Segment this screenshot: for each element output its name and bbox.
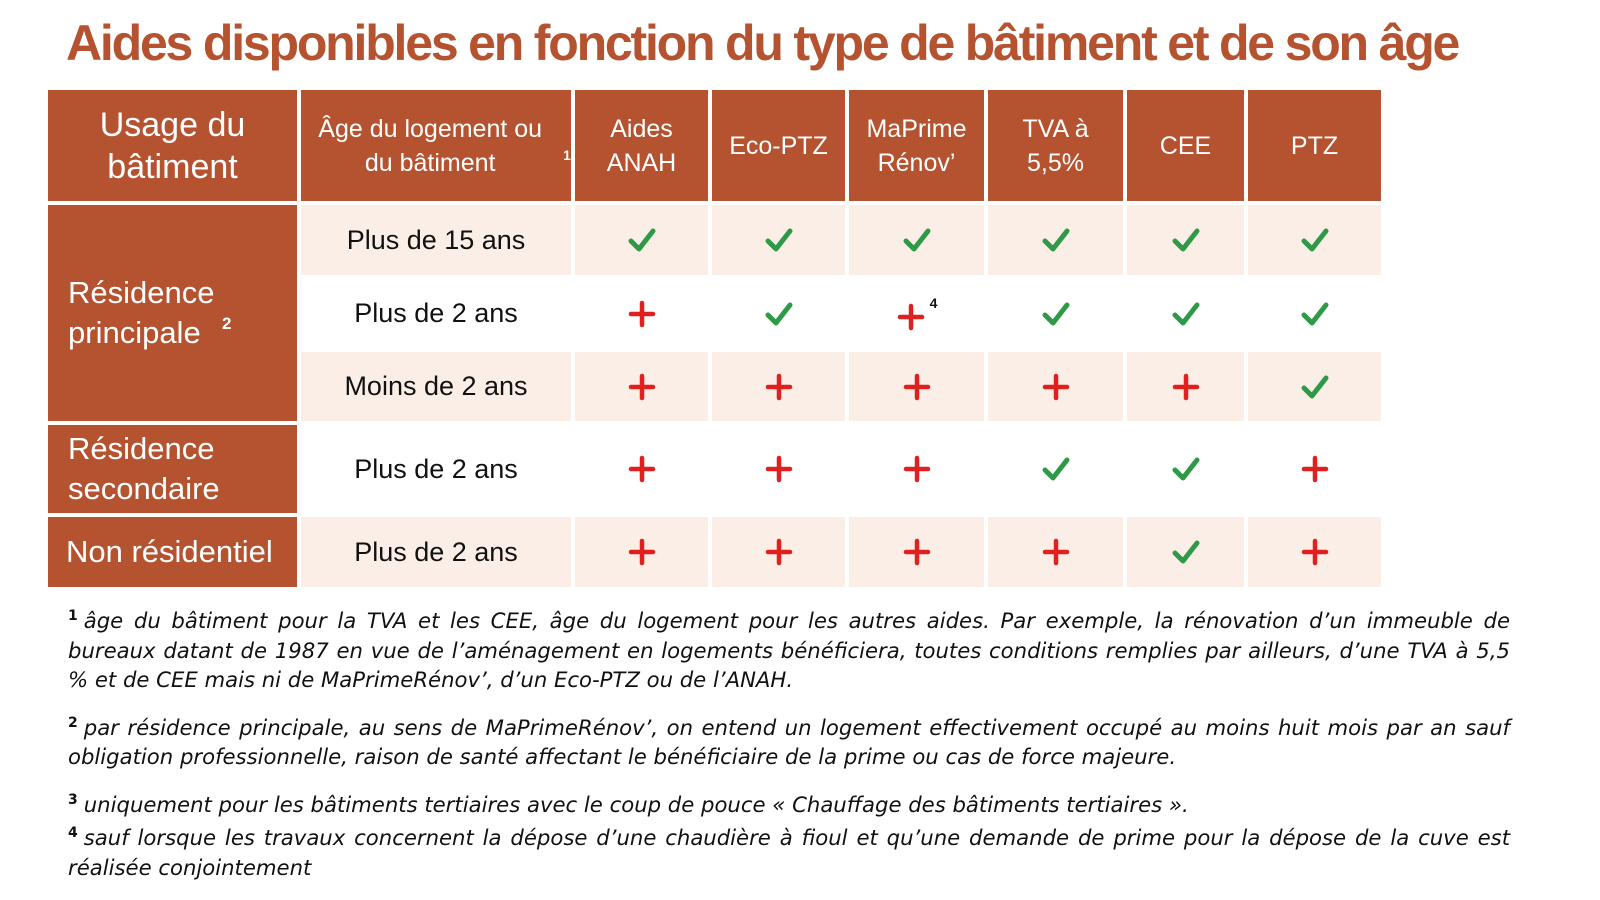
check-icon bbox=[1041, 299, 1071, 329]
check-icon bbox=[1300, 225, 1330, 255]
cell-ptz bbox=[1248, 279, 1381, 348]
header-tva bbox=[988, 90, 1123, 201]
footnotes bbox=[68, 602, 1510, 882]
cell-ecoptz bbox=[712, 279, 845, 348]
header-age bbox=[301, 90, 571, 201]
header-tva-label: TVA à 5,5% bbox=[1022, 114, 1089, 177]
plus-icon bbox=[1041, 372, 1071, 402]
cell-anah bbox=[575, 352, 708, 421]
footnote-ref-2: 2 bbox=[222, 314, 232, 334]
plus-icon bbox=[627, 454, 657, 484]
cell-maprime bbox=[849, 425, 984, 513]
cell-ecoptz bbox=[712, 352, 845, 421]
plus-icon bbox=[1300, 537, 1330, 567]
check-icon bbox=[1041, 225, 1071, 255]
header-maprime-label: MaPrime Rénov’ bbox=[866, 114, 967, 177]
footnote-3 bbox=[68, 786, 1510, 820]
cell-tva bbox=[988, 279, 1123, 348]
header-ptz bbox=[1248, 90, 1381, 201]
footnote-text: âge du bâtiment pour la TVA et les CEE, âge du logement pour les autres aides. Par exemple, la rénovation d’un immeuble de bureaux datant de 1987 en vue de l’aménagement en logements bénéficiera, toutes conditions remplies par ailleurs, d’une TVA à 5,5 % et de CEE mais ni de MaPrimeRénov’, d’un Eco-PTZ ou de l’ANAH. bbox=[68, 608, 1510, 692]
footnote-text: uniquement pour les bâtiments tertiaires avec le coup de pouce « Chauffage des bâtiments tertiaires ». bbox=[83, 791, 1189, 817]
plus-icon bbox=[902, 454, 932, 484]
header-anah bbox=[575, 90, 708, 201]
cell-ptz bbox=[1248, 205, 1381, 275]
check-icon bbox=[627, 225, 657, 255]
check-icon bbox=[1300, 299, 1330, 329]
header-age-label: Âge du logement ou du bâtiment bbox=[318, 114, 543, 177]
cell-cee bbox=[1127, 279, 1244, 348]
cell-ecoptz bbox=[712, 517, 845, 587]
cell-ecoptz bbox=[712, 205, 845, 275]
footnote-1 bbox=[68, 602, 1510, 695]
cell-anah bbox=[575, 425, 708, 513]
plus-icon bbox=[1041, 537, 1071, 567]
check-icon bbox=[1171, 537, 1201, 567]
table-row bbox=[48, 425, 1381, 513]
plus-icon bbox=[896, 302, 926, 332]
usage-non-residentiel: Non résidentiel bbox=[48, 517, 297, 587]
cell-cee bbox=[1127, 517, 1244, 587]
cell-maprime bbox=[849, 279, 984, 348]
age-cell: Plus de 2 ans bbox=[301, 517, 571, 587]
check-icon bbox=[764, 225, 794, 255]
cell-cee bbox=[1127, 352, 1244, 421]
header-ecoptz-label: Eco-PTZ bbox=[729, 131, 828, 160]
cell-maprime bbox=[849, 205, 984, 275]
check-icon bbox=[902, 225, 932, 255]
usage-residence-principale bbox=[48, 205, 297, 421]
age-cell: Plus de 15 ans bbox=[301, 205, 571, 275]
cell-tva bbox=[988, 352, 1123, 421]
footnote-2 bbox=[68, 709, 1510, 772]
page-title: Aides disponibles en fonction du type de bâtiment et de son âge bbox=[66, 15, 1459, 71]
header-cee-label: CEE bbox=[1159, 131, 1212, 160]
header-maprime bbox=[849, 90, 984, 201]
check-icon bbox=[1171, 454, 1201, 484]
plus-icon bbox=[902, 372, 932, 402]
table-row bbox=[48, 517, 1381, 587]
cell-ptz bbox=[1248, 517, 1381, 587]
header-ecoptz bbox=[712, 90, 845, 201]
cell-maprime bbox=[849, 517, 984, 587]
footnote-ref-4: 4 bbox=[929, 294, 938, 311]
usage-residence-secondaire bbox=[48, 425, 297, 513]
plus-icon bbox=[902, 537, 932, 567]
age-cell: Plus de 2 ans bbox=[301, 279, 571, 348]
cell-anah bbox=[575, 517, 708, 587]
cell-cee bbox=[1127, 205, 1244, 275]
cell-ptz bbox=[1248, 352, 1381, 421]
cell-ptz bbox=[1248, 425, 1381, 513]
cell-maprime bbox=[849, 352, 984, 421]
header-cee bbox=[1127, 90, 1244, 201]
footnote-ref-1: 1 bbox=[563, 147, 571, 163]
cell-cee bbox=[1127, 425, 1244, 513]
header-usage bbox=[48, 90, 297, 201]
plus-icon bbox=[627, 372, 657, 402]
plus-icon bbox=[627, 537, 657, 567]
table-row bbox=[48, 205, 1381, 275]
usage-label: Résidence secondaire bbox=[68, 431, 220, 506]
age-cell: Moins de 2 ans bbox=[301, 352, 571, 421]
cell-anah bbox=[575, 205, 708, 275]
check-icon bbox=[1300, 372, 1330, 402]
footnote-text: sauf lorsque les travaux concernent la dépose d’une chaudière à fioul et qu’une demande de prime pour la dépose de la cuve est réalisée conjointement bbox=[68, 825, 1510, 880]
plus-icon bbox=[1171, 372, 1201, 402]
header-ptz-label: PTZ bbox=[1290, 131, 1339, 160]
footnote-number: 3 bbox=[68, 791, 78, 808]
header-row bbox=[48, 90, 1381, 201]
cell-tva bbox=[988, 205, 1123, 275]
check-icon bbox=[1171, 225, 1201, 255]
plus-icon bbox=[764, 454, 794, 484]
cell-tva bbox=[988, 425, 1123, 513]
check-icon bbox=[764, 299, 794, 329]
cell-anah bbox=[575, 279, 708, 348]
footnote-text: par résidence principale, au sens de MaPrimeRénov’, on entend un logement effectivement occupé au moins huit mois par an sauf obligation professionnelle, raison de santé affectant le bénéficiaire de la prime ou cas de force majeure. bbox=[68, 714, 1510, 769]
footnote-4 bbox=[68, 819, 1510, 882]
header-anah-label: Aides ANAH bbox=[606, 114, 677, 177]
plus-icon bbox=[1300, 454, 1330, 484]
header-usage-label: Usage du bâtiment bbox=[99, 105, 246, 186]
footnote-number: 1 bbox=[68, 608, 78, 624]
check-icon bbox=[1041, 454, 1071, 484]
plus-icon bbox=[764, 537, 794, 567]
footnote-number: 2 bbox=[68, 714, 78, 731]
aids-table bbox=[44, 86, 1385, 591]
cell-ecoptz bbox=[712, 425, 845, 513]
check-icon bbox=[1171, 299, 1201, 329]
footnote-number: 4 bbox=[68, 825, 78, 841]
usage-label: Résidence principale bbox=[68, 275, 215, 350]
plus-icon bbox=[764, 372, 794, 402]
cell-tva bbox=[988, 517, 1123, 587]
age-cell: Plus de 2 ans bbox=[301, 425, 571, 513]
plus-icon bbox=[627, 299, 657, 329]
